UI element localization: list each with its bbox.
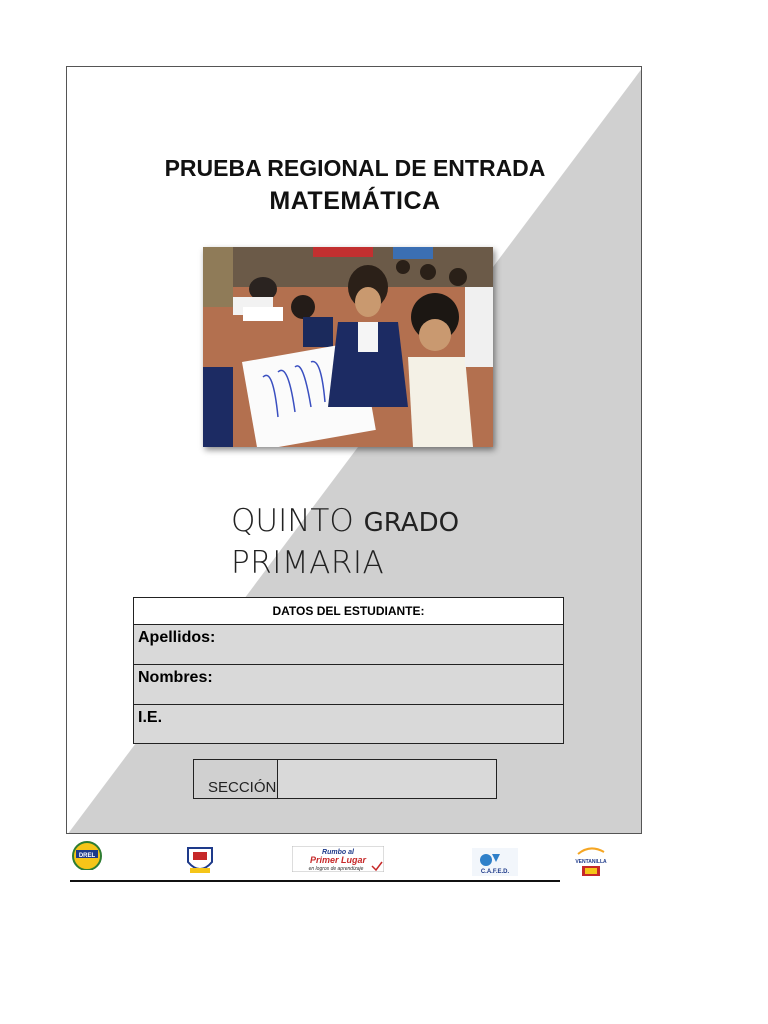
exam-title: PRUEBA REGIONAL DE ENTRADA: [164, 155, 546, 181]
apellidos-field[interactable]: [134, 625, 563, 665]
section-field[interactable]: [278, 760, 496, 798]
nombres-field[interactable]: [134, 665, 563, 705]
svg-text:C.A.F.E.D.: C.A.F.E.D.: [480, 869, 510, 875]
cover-page: [66, 66, 642, 834]
grade-word-1: QUINTO: [231, 503, 354, 539]
ie-label: I.E.: [138, 709, 163, 726]
cafed-logo: [472, 848, 518, 876]
svg-text:Rumbo al: Rumbo al: [322, 849, 354, 856]
ie-field[interactable]: [134, 705, 563, 743]
section-box: [193, 759, 497, 799]
section-label: SECCIÓN: [194, 760, 278, 798]
grade-label: [231, 503, 459, 539]
footer-logos: [66, 840, 626, 890]
student-data-header: DATOS DEL ESTUDIANTE:: [134, 598, 563, 625]
classroom-photo: [203, 247, 493, 447]
rumbo-primer-lugar-logo: [292, 846, 384, 872]
level-label: PRIMARIA: [231, 545, 385, 581]
footer-rule: [70, 880, 560, 882]
ventanilla-logo: [570, 844, 612, 880]
svg-text:VENTANILLA: VENTANILLA: [575, 859, 607, 865]
apellidos-label: Apellidos:: [138, 629, 216, 646]
svg-text:DREL: DREL: [78, 853, 96, 859]
subject-title: MATEMÁTICA: [269, 187, 441, 215]
svg-text:en logros de aprendizaje: en logros de aprendizaje: [308, 866, 364, 872]
grade-word-2: GRADO: [363, 508, 460, 538]
nombres-label: Nombres:: [138, 669, 213, 686]
school-crest-logo: [184, 844, 216, 876]
svg-text:Primer Lugar: Primer Lugar: [309, 855, 367, 865]
drel-logo: [66, 840, 108, 878]
student-data-form: [133, 597, 564, 744]
